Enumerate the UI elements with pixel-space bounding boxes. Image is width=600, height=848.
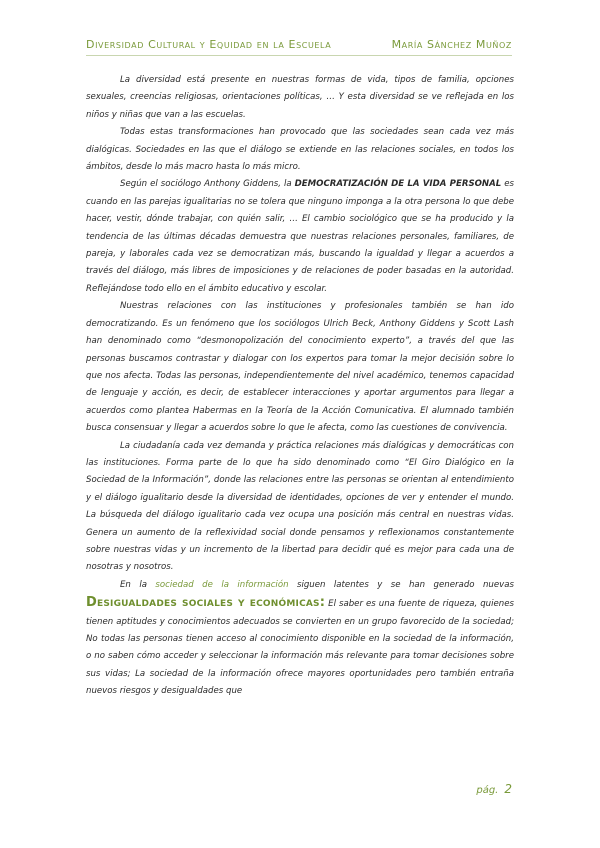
page-label: pág. <box>476 785 499 796</box>
header-title: Diversidad Cultural y Equidad en la Escuela <box>86 38 332 51</box>
bold-term: DEMOCRATIZACIÓN DE LA VIDA PERSONAL <box>294 179 502 190</box>
page-header <box>86 38 512 54</box>
paragraph-diversidad: La diversidad está presente en nuestras formas de vida, tipos de familia, opciones sexuales, creencias religiosas, orientaciones políticas, … Y esta diversidad se ve reflejada en los niños y niñas que van a las escuelas. <box>86 75 514 120</box>
text-run: siguen latentes y se han generado nuevas <box>288 579 514 590</box>
page-footer <box>476 782 512 796</box>
paragraph-instituciones: Nuestras relaciones con las instituciones y profesionales también se han ido democratizando. Es un fenómeno que los sociólogos Ulrich Beck, Anthony Giddens y Scott Lash han denominado como “desmonopolización del conocimiento experto”, a través del que las personas buscamos contrastar y dialogar con los expertos para tomar la mejor decisión sobre lo que nos afecta. Todas las personas, independientemente del nivel académico, tenemos capacidad de lenguaje y acción, es decir, de establecer interacciones y aportar argumentos para llegar a acuerdos como plantea Habermas en la Teoría de la Acción Comunicativa. El alumnado también busca consensuar y llegar a acuerdos sobre lo que le afecta, como las cuestiones de convivencia. <box>86 301 514 434</box>
highlighted-term: sociedad de la información <box>155 579 289 590</box>
text-run: El saber es una fuente de riqueza, quienes tienen aptitudes y conocimientos adecuados se convierten en un grupo favorecido de la sociedad; No todas las personas tienen acceso al conocimiento disponible en la sociedad de la información, o no saben cómo acceder y seleccionar la información más relevante para tomar decisiones sobre sus vidas; La sociedad de la información ofrece mayores oportunidades pero también entraña nuevos riesgos y desigualdades que <box>86 599 514 697</box>
paragraph-desigualdades <box>86 577 514 701</box>
section-heading-inline: Desigualdades sociales y económicas: <box>86 595 326 611</box>
header-divider <box>86 55 512 56</box>
header-author: María Sánchez Muñoz <box>391 38 512 51</box>
body-text <box>86 72 514 701</box>
text-run: En la <box>120 579 156 590</box>
text-run: es cuando en las parejas igualitarias no se tolera que ninguno imponga a la otra persona lo que debe hacer, vestir, dónde trabajar, con quién salir, … El cambio sociológico que se ha producido y la tendencia de las últimas décadas demuestra que nuestras relaciones personales, familiares, de pareja, y laborales cada vez se democratizan más, buscando la igualdad y llegar a acuerdos a través del diálogo, más libres de imposiciones y de relaciones de poder basadas en la autoridad. Reflejándose todo ello en el ámbito educativo y escolar. <box>86 179 515 294</box>
page-number: 2 <box>504 782 512 796</box>
paragraph-ciudadania: La ciudadanía cada vez demanda y práctica relaciones más dialógicas y democráticas con las instituciones. Forma parte de lo que ha sido denominado como “El Giro Dialógico en la Sociedad de la Información”, donde las relaciones entre las personas se orientan al entendimiento y el diálogo igualitario desde la diversidad de identidades, opciones de ver y entender el mundo. La búsqueda del diálogo igualitario cada vez ocupa una posición más central en nuestras vidas. Genera un aumento de la reflexividad social donde pensamos y reflexionamos constantemente sobre nuestras vidas y un incremento de la libertad para decidir qué es mejor para cada una de nosotras y nosotros. <box>86 440 514 573</box>
paragraph-transformaciones: Todas estas transformaciones han provocado que las sociedades sean cada vez más dialógicas. Sociedades en las que el diálogo se extiende en las relaciones sociales, en todos los ámbitos, desde lo más macro hasta lo más micro. <box>86 127 514 173</box>
text-run: Según el sociólogo Anthony Giddens, la <box>120 179 295 190</box>
paragraph-democratizacion <box>86 176 514 298</box>
